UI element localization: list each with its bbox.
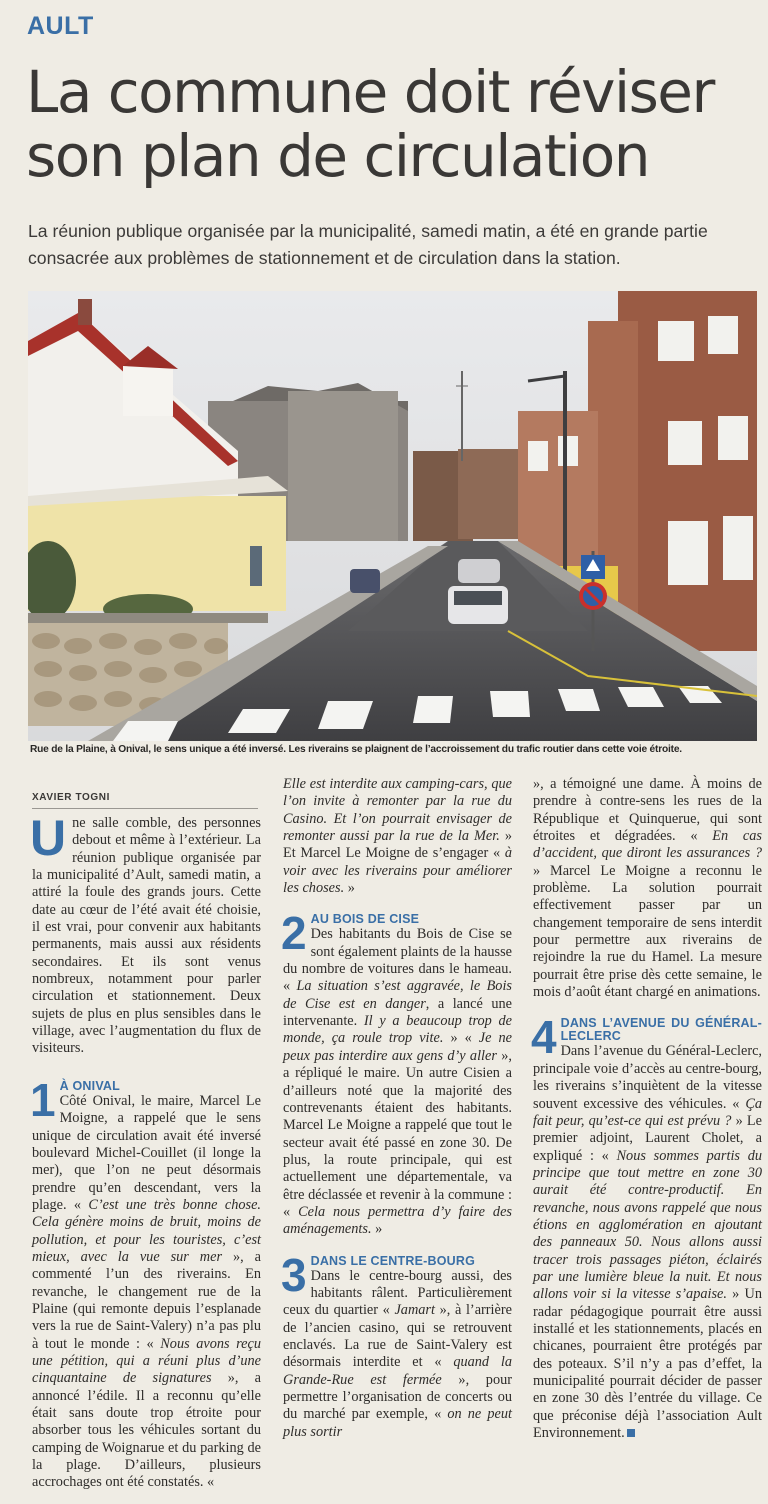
section-body: Dans le centre-bourg aussi, des habitants râlent. Particulièrement ceux du quartier « Jamart », à l’arrière de l’ancien casino, qui se retrouvent enclavés. La rue de Saint-Valery est désormais interdite et « quand la Grande-Rue est fermée », pour permettre l’organisation de concerts ou du marché par exemple, « on ne peut plus sortir bbox=[283, 1267, 513, 1440]
headline-line-1: La commune doit réviser bbox=[26, 58, 714, 126]
byline: XAVIER TOGNI bbox=[32, 792, 110, 803]
intro-text: ne salle comble, des personnes debout et même à l’extérieur. La réunion publique organisée par la municipalité d’Ault, samedi matin, a attiré la foule des grands jours. Cette date au cœur de l’été avait été choisie, il est vrai, pour convenir aux habitants permanents, mais aussi aux résidents secondaires. Et ils sont venus nombreux, notamment pour parler circulation et stationnement. Deux sujets de plus en plus sensibles dans le village, avec l’augmentation du flux de visiteurs. bbox=[32, 815, 261, 1057]
section-number: 1 bbox=[30, 1073, 56, 1126]
standfirst: La réunion publique organisée par la municipalité, samedi matin, a été en grande partie consacrée aux problèmes de stationnement et de circulation dans la station. bbox=[28, 221, 708, 268]
section-title: DANS LE CENTRE-BOURG bbox=[310, 1253, 476, 1268]
section-3 bbox=[281, 1248, 513, 1441]
section-title: AU BOIS DE CISE bbox=[310, 912, 420, 927]
article-column-1 bbox=[30, 810, 261, 1492]
dropcap: U bbox=[30, 810, 67, 866]
section-number: 2 bbox=[281, 907, 307, 960]
article-column-3 bbox=[533, 776, 762, 1442]
section-4 bbox=[531, 1011, 763, 1442]
end-of-article-mark bbox=[627, 1429, 635, 1437]
section-3-continued: », a témoigné une dame. À moins de prendre à contre-sens les rues de la République et Quinquerue, qui sont étroites et dégradées. « En cas d’accident, que diront les assurances ? » Marcel Le Moigne a reconnu le problème. La solution pourrait effectivement passer par un changement temporaire de sens interdit pour permettre aux riverains de rejoindre la rue du Hamel. La mesure pourrait être prise dès cette semaine, le mois d’août étant chargé en animations. bbox=[533, 776, 762, 1001]
section-body: Côté Onival, le maire, Marcel Le Moigne, a rappelé que le sens unique de circulation avait été inversé boulevard Michel-Couillet (il longe la mer), que l’on ne peut désormais prendre qu’en descendant, vers la plage. « C’est une très bonne chose. Cela génère moins de bruit, moins de pollution, et pour les touristes, c’est mieux, avec la vue sur mer », a commenté l’un des riverains. En revanche, le changement rue de la Plaine (qui remonte depuis l’esplanade vers la rue de Saint-Valery) n’a pas plu à tout le monde : « Nous avons reçu une pétition, qui a réuni plus d’une cinquantaine de signatures », a annoncé l’édile. Il a reconnu qu’elle était sans doute trop étroite pour absorber tous les véhicules sortant du camping de Woignarue et du parking de la plage. D’ailleurs, plusieurs accrochages ont été constatés. « bbox=[32, 1092, 261, 1491]
section-1-continued: Elle est interdite aux camping-cars, que l’on invite à remonter par la rue du Casino. Et l’on pourrait envisager de remonter aussi par la rue de la Mer. » Et Marcel Le Moigne de s’engager « à voir avec les riverains pour améliorer les choses. » bbox=[283, 776, 512, 897]
section-rubric: AULT bbox=[27, 12, 94, 40]
section-1 bbox=[30, 1073, 261, 1492]
byline-rule bbox=[32, 808, 258, 809]
section-2 bbox=[281, 907, 513, 1238]
photo-caption: Rue de la Plaine, à Onival, le sens unique a été inversé. Les riverains se plaignent de l’accroissement du trafic routier dans cette voie étroite. bbox=[30, 744, 682, 755]
section-title: À ONIVAL bbox=[59, 1078, 120, 1093]
headline bbox=[26, 60, 756, 188]
street-photo bbox=[28, 291, 757, 741]
section-number: 4 bbox=[531, 1011, 557, 1064]
section-number: 3 bbox=[281, 1248, 307, 1301]
intro-paragraph bbox=[30, 810, 261, 1058]
headline-line-2: son plan de circulation bbox=[26, 122, 649, 190]
section-body: Des habitants du Bois de Cise se sont également plaints de la hausse du nombre de voitures dans le hameau. « La situation s’est aggravée, le Bois de Cise est en danger, a lancé une intervenante. Il y a beaucoup trop de monde, ça roule trop vite. » « Je ne peux pas interdire aux gens d’y aller », a répliqué le maire. Un autre Cisien a d’ailleurs noté que la majorité des contrevenants étaient des habitants. Marcel Le Moigne a rappelé que tout le secteur avait été passé en zone 30. De plus, la route principale, qui est actuellement une départementale, va être déclassée et revenir à la commune : « Cela nous permettra d’y faire des aménagements. » bbox=[283, 926, 513, 1238]
section-body: Dans l’avenue du Général-Leclerc, principale voie d’accès au centre-bourg, les riverains s’inquiètent de la vitesse souvent excessive des véhicules. « Ça fait peur, qu’est-ce qui est prévu ? » Le premier adjoint, Laurent Cholet, a expliqué : « Nous sommes partis du principe que tout mettre en zone 30 aurait été contre-productif. En revanche, nous avons rappelé que nous étions en agglomération en ajoutant des panneaux 50. Nous allons aussi tracer trois passages piéton, éclairés par une lumière bleue la nuit. Et nous allons voir si la vitesse s’apaise. » Un radar pédagogique pourrait être aussi installé et les stationnements, placés en chicanes, pourraient être protégés par des poteaux. S’il n’y a pas d’effet, la municipalité pourrait décider de passer en zone 30 dès l’entrée du village. Ce que préconise déjà l’association Ault Environnement. bbox=[533, 1043, 763, 1442]
article-column-2 bbox=[283, 776, 512, 1441]
section-title: DANS L’AVENUE DU GÉNÉRAL-LECLERC bbox=[560, 1016, 762, 1044]
